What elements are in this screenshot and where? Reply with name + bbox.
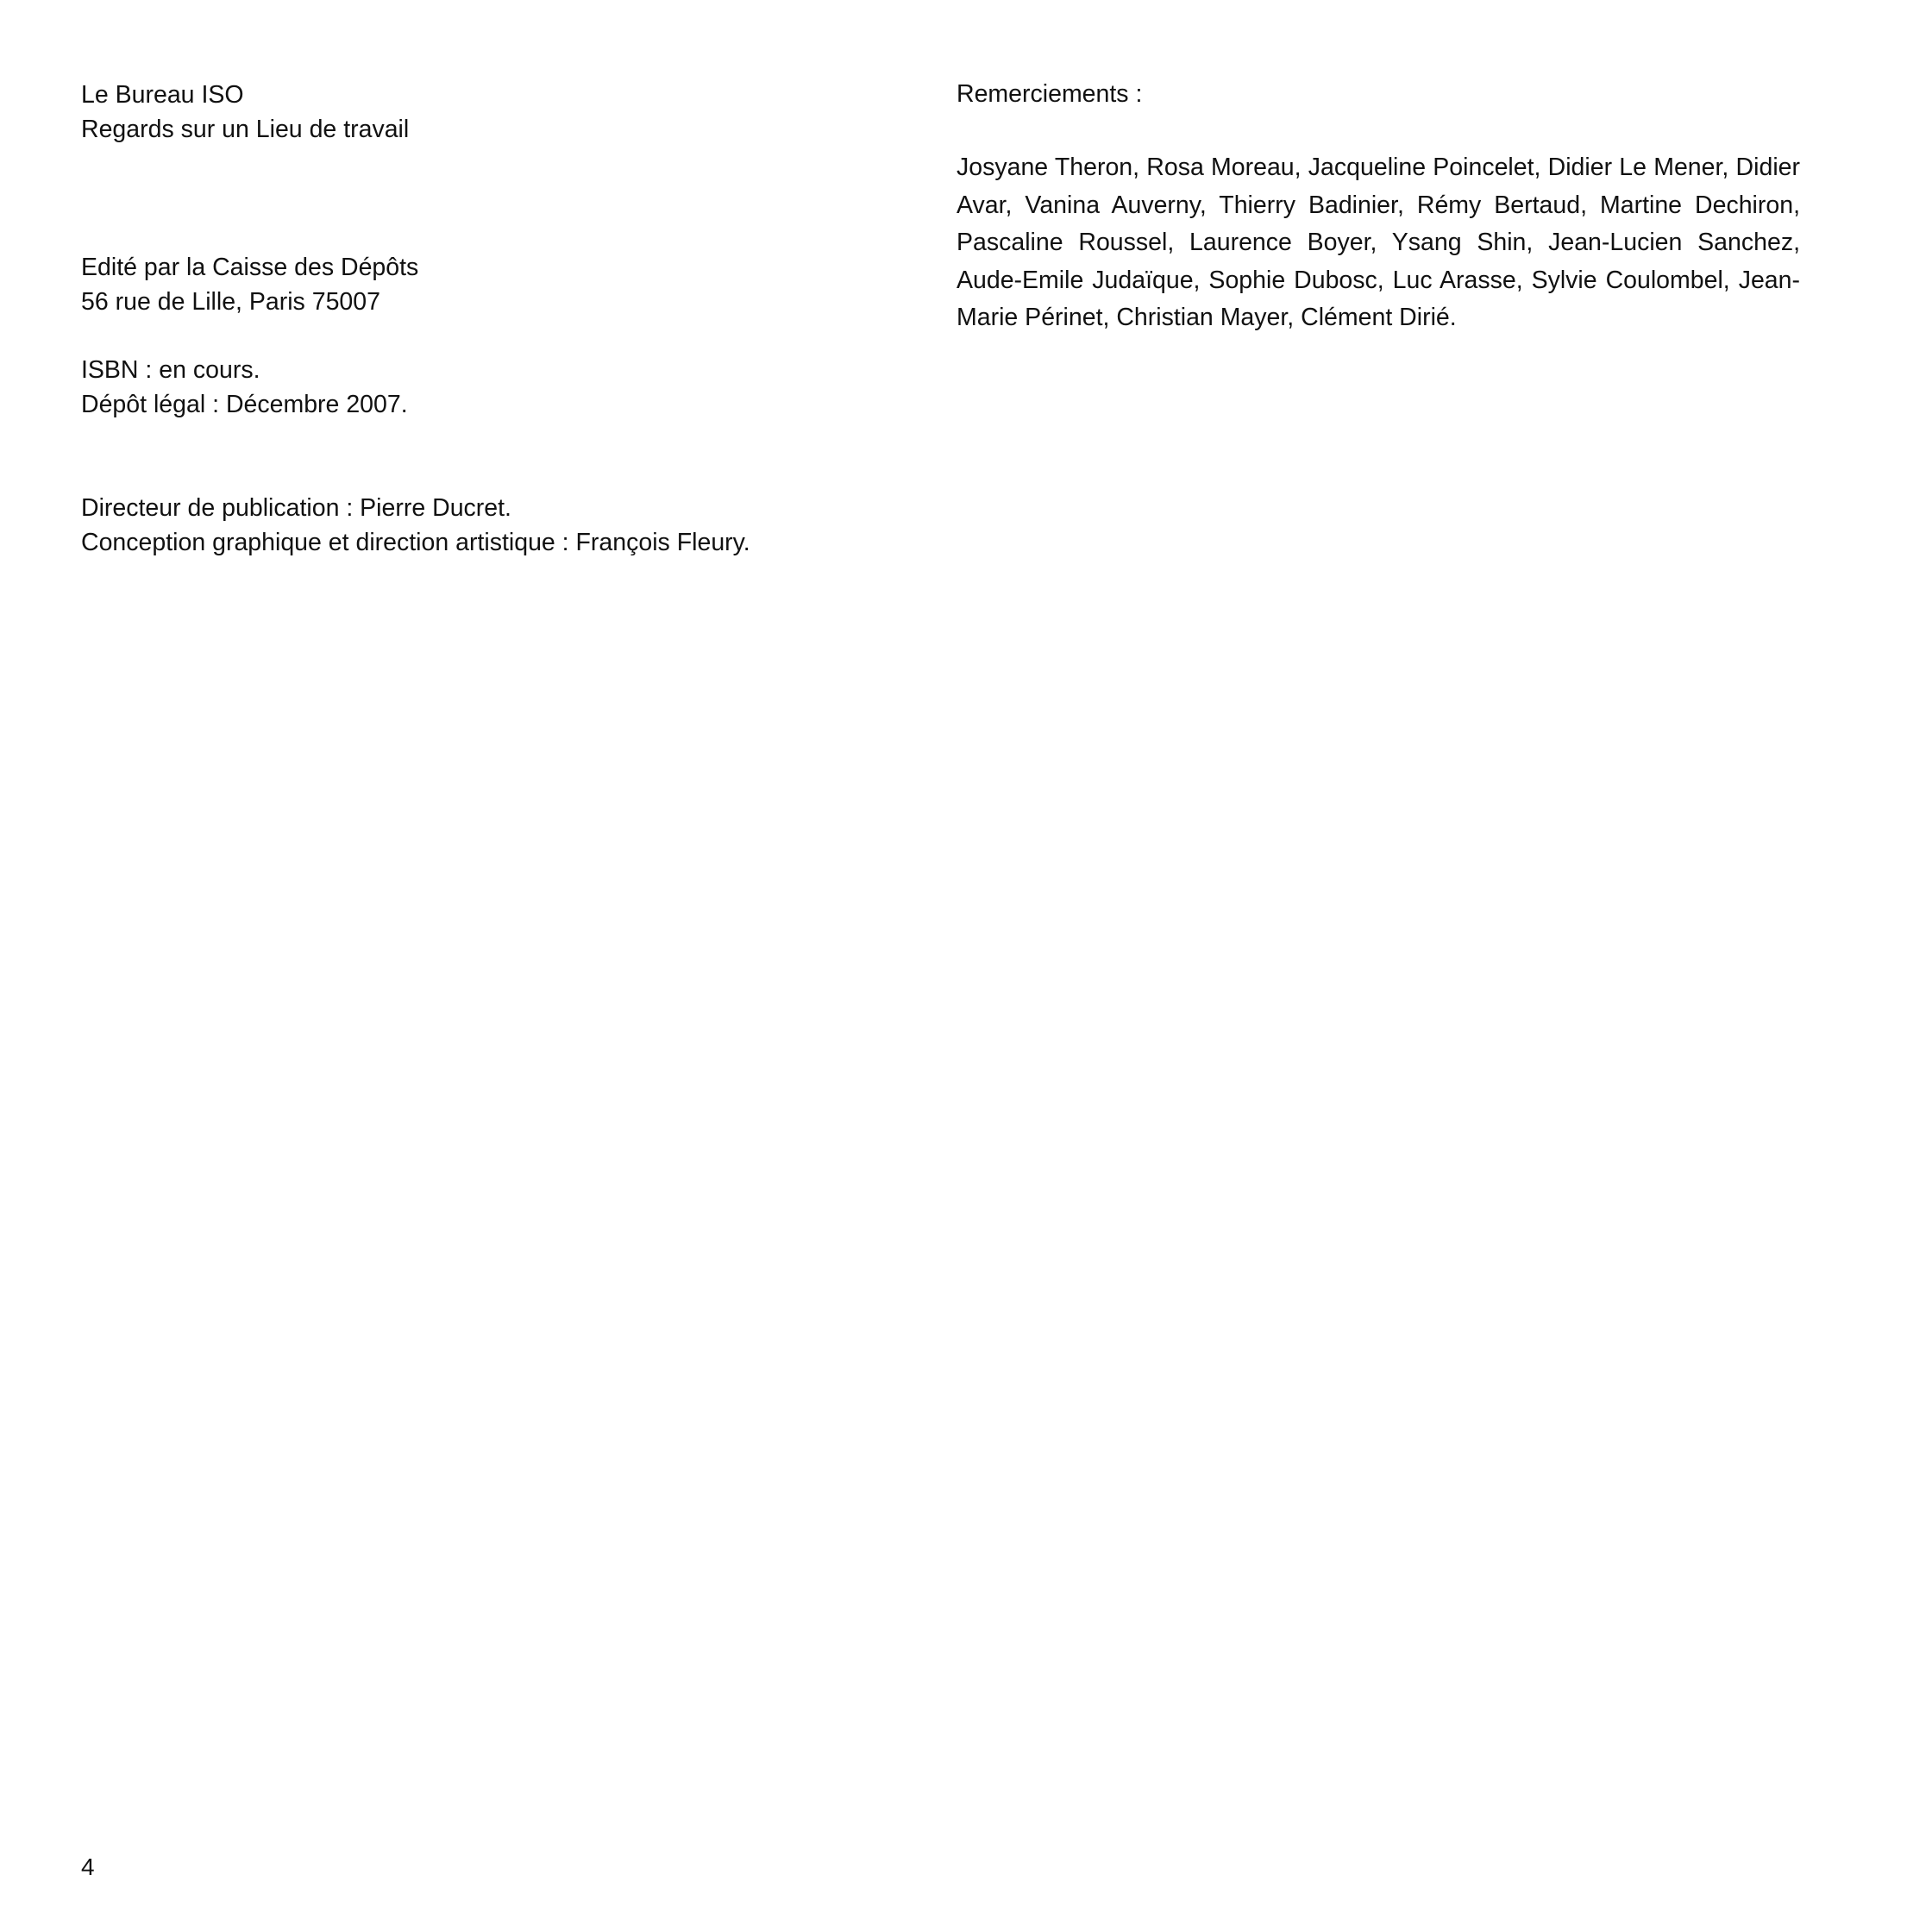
book-title: Le Bureau ISO: [81, 81, 244, 109]
acknowledgements-heading: Remerciements :: [957, 80, 1143, 108]
publication-director: Directeur de publication : Pierre Ducret.: [81, 494, 511, 522]
publisher-address: 56 rue de Lille, Paris 75007: [81, 288, 380, 316]
spacer: [81, 422, 900, 491]
colophon-column: [81, 78, 900, 560]
graphic-design-credit: Conception graphique et direction artistique : François Fleury.: [81, 529, 750, 556]
legal-deposit-line: Dépôt légal : Décembre 2007.: [81, 391, 408, 418]
publisher-name: Edité par la Caisse des Dépôts: [81, 254, 419, 281]
spacer: [81, 319, 900, 353]
page-number: 4: [81, 1854, 95, 1880]
acknowledgements-names: Josyane Theron, Rosa Moreau, Jacqueline Poincelet, Didier Le Mener, Didier Avar, Vanina Auverny, Thierry Badinier, Rémy Bertaud, Martine Dechiron, Pascaline Roussel, Laurence Boyer, Ysang Shin, Jean-Lucien Sanchez, Aude-Emile Judaïque, Sophie Dubosc, Luc Arasse, Sylvie Coulombel, Jean-Marie Périnet, Christian Mayer, Clément Dirié.: [957, 154, 1800, 331]
isbn-line: ISBN : en cours.: [81, 356, 260, 384]
book-subtitle: Regards sur un Lieu de travail: [81, 116, 410, 143]
acknowledgements-column: [957, 77, 1800, 337]
spacer: [81, 147, 900, 250]
